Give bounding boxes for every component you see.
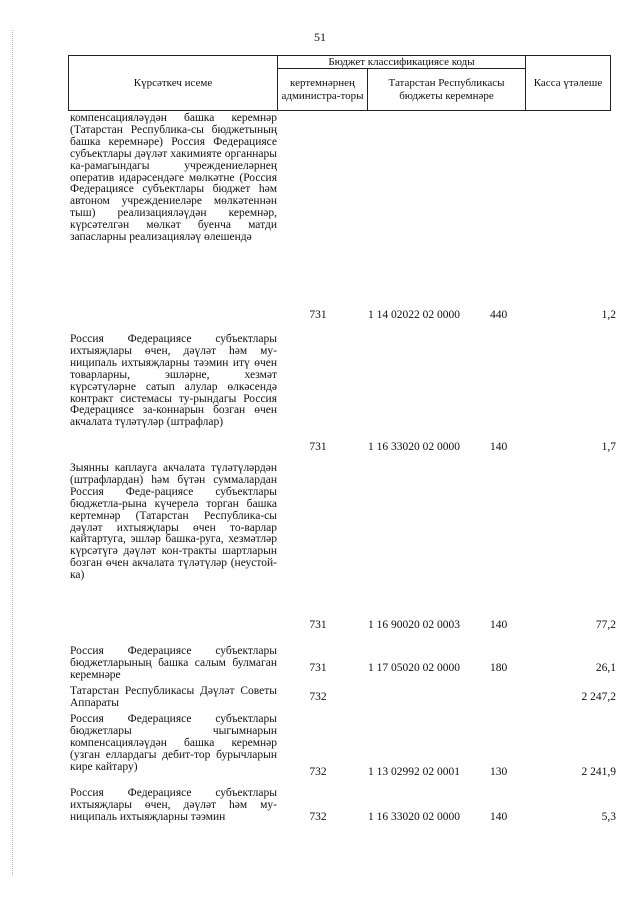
header-indicator-name: Күрсәткеч исеме xyxy=(69,56,278,110)
row-kind-code: 180 xyxy=(490,662,508,674)
row-admin-code: 732 xyxy=(309,766,327,778)
row-classification-code: 1 17 05020 02 0000 xyxy=(368,662,460,674)
row-admin-code: 732 xyxy=(309,811,327,823)
row-kind-code: 140 xyxy=(490,619,508,631)
row-admin-code: 731 xyxy=(309,309,327,321)
row-classification-code: 1 13 02992 02 0001 xyxy=(368,766,460,778)
row-classification-code: 1 16 33020 02 0000 xyxy=(368,811,460,823)
header-budget-income: Татарстан Республикасы бюджеты керемнәре xyxy=(368,69,526,110)
row-amount: 1,7 xyxy=(601,441,616,453)
margin-line xyxy=(12,30,13,875)
page-number: 51 xyxy=(314,30,326,44)
table-header xyxy=(68,55,611,111)
row-kind-code: 440 xyxy=(490,309,508,321)
row-name: Зыянны каплауга акчалата түләтүләрдән (штрафлардан) һәм бүтән суммалардан Россия Феде-рациясе субъектлары бюджетла-рына күчерелә торган башка кертемнәр (Татарстан Республика-сы дәүләт ихтыяҗлары өчен то-варлар кайтартуга, эшләр башка-руга, хезмәтләр күрсәтүгә дәүләт кон-тракты шартларын бозган өчен акчалата түләтүләр (неустой-ка) xyxy=(70,462,277,582)
row-classification-code: 1 16 90020 02 0003 xyxy=(368,619,460,631)
row-amount: 5,3 xyxy=(601,811,616,823)
row-name: Россия Федерациясе субъектлары бюджетларының башка салым булмаган керемнәре xyxy=(70,645,277,681)
row-amount: 77,2 xyxy=(595,619,616,631)
row-amount: 26,1 xyxy=(595,662,616,674)
row-admin-code: 732 xyxy=(309,691,327,703)
row-amount: 1,2 xyxy=(601,309,616,321)
row-admin-code: 731 xyxy=(309,441,327,453)
row-kind-code: 140 xyxy=(490,441,508,453)
header-administrator: кертемнәрнең администра-торы xyxy=(278,69,368,110)
row-amount: 2 241,9 xyxy=(581,766,616,778)
row-classification-code: 1 16 33020 02 0000 xyxy=(368,441,460,453)
row-name: Россия Федерациясе субъектлары ихтыяҗлары өчен, дәүләт һәм му-ниципаль ихтыяҗларны тәэмин итү өчен товарларны, эшләрне, хезмәт күрсәтүләрне сатып алулар өлкәсендә контракт системасы ту-рындагы Россия Федерациясе за-коннарын бозган өчен акчалата түләтүләр (штрафлар) xyxy=(70,333,277,429)
row-name: Россия Федерациясе субъектлары бюджетлары чыгымнарын компенсацияләүдән башка керемнәр (узган еллардагы дебит-тор бурычларын кире кайтару) xyxy=(70,713,277,773)
header-cash-execution: Касса үтәлеше xyxy=(533,76,603,89)
row-name: компенсацияләүдән башка керемнәр (Татарстан Республика-сы бюджетының башка керемнәре) Россия Федерациясе субъектлары дәүләт хакимияте органнары ка-рамагындагы учреждениеләрнең оператив идарәсендәге мөлкәтне (Россия Федерациясе субъектлары бюджет һәм автоном учреждениеләре мөлкәтеннән тыш) реализацияләүдән керемнәр, күрсәтелгән мөлкәт буенча матди запасларны реализацияләү өлешендә xyxy=(70,112,277,244)
header-budget-classification: Бюджет классификациясе коды xyxy=(278,56,526,69)
row-amount: 2 247,2 xyxy=(581,691,616,703)
row-kind-code: 140 xyxy=(490,811,508,823)
row-admin-code: 731 xyxy=(309,662,327,674)
row-classification-code: 1 14 02022 02 0000 xyxy=(368,309,460,321)
row-name: Татарстан Республикасы Дәүләт Советы Аппараты xyxy=(70,685,277,709)
row-kind-code: 130 xyxy=(490,766,508,778)
row-admin-code: 731 xyxy=(309,619,327,631)
row-name: Россия Федерациясе субъектлары ихтыяҗлары өчен, дәүләт һәм му-ниципаль ихтыяҗларны тәэмин xyxy=(70,787,277,823)
